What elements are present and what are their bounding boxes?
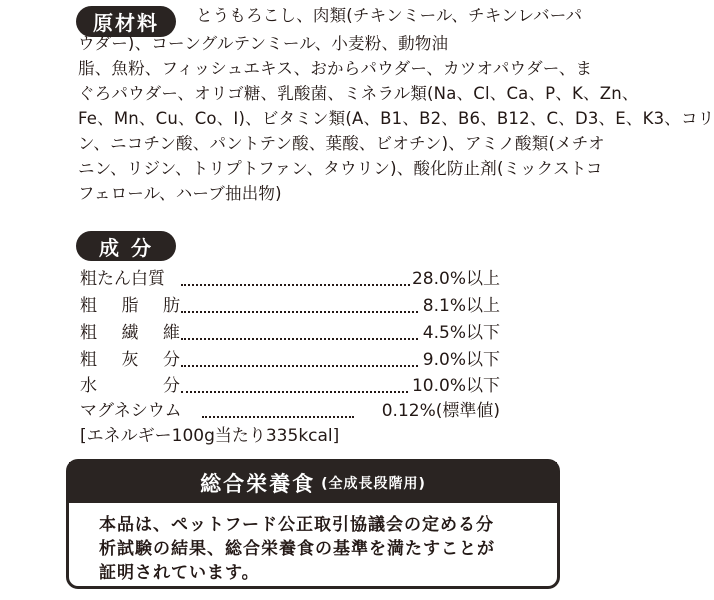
energy-note: [エネルギー100g当たり335kcal] [80, 426, 340, 446]
composition-row-fiber [80, 321, 500, 345]
composition-row-moisture [80, 374, 500, 398]
ingredients-text-line: ニン、リジン、トリプトファン、タウリン)、酸化防止剤(ミックストコ [78, 159, 603, 178]
composition-value: 0.12%(標準値) [381, 401, 500, 421]
nutrition-box-subtitle: (全成長段階用) [321, 475, 426, 492]
nutrition-box-text-line: 証明されています。 [99, 563, 260, 583]
leader-dots [181, 282, 410, 286]
leader-dots [181, 336, 418, 340]
ingredients-text-line: ン、ニコチン酸、パントテン酸、葉酸、ビオチン)、アミノ酸類(メチオ [78, 134, 605, 153]
nutrition-box-header [69, 462, 557, 503]
nutrition-box-text-line: 析試験の結果、総合栄養食の基準を満たすことが [99, 539, 495, 559]
composition-row-protein [80, 267, 500, 291]
nutrition-box-text-line: 本品は、ペットフード公正取引協議会の定める分 [99, 515, 494, 535]
ingredients-text-line: フェロール、ハーブ抽出物) [78, 184, 282, 203]
nutrition-statement-box [66, 459, 560, 589]
leader-dots [202, 414, 354, 418]
composition-label: 粗 脂 肪 [80, 296, 180, 316]
composition-row-magnesium [80, 399, 500, 423]
composition-value: 9.0%以下 [422, 350, 500, 370]
composition-label: 粗たん白質 [80, 269, 165, 289]
composition-row-fat [80, 294, 500, 318]
composition-heading: 成分 [76, 231, 176, 261]
composition-label: マグネシウム [80, 401, 182, 421]
composition-value: 4.5%以下 [422, 323, 500, 343]
ingredients-text-line: ぐろパウダー、オリゴ糖、乳酸菌、ミネラル類(Na、Cl、Ca、P、K、Zn、 [78, 84, 639, 103]
composition-label: 粗 繊 維 [80, 323, 180, 343]
ingredients-text-line: とうもろこし、肉類(チキンミール、チキンレバーパ [196, 6, 583, 25]
ingredients-text-line: ウダー)、コーングルテンミール、小麦粉、動物油 [78, 34, 449, 53]
leader-dots [181, 389, 408, 393]
leader-dots [181, 309, 418, 313]
composition-row-ash [80, 348, 500, 372]
leader-dots [181, 363, 418, 367]
ingredients-text-line: Fe、Mn、Cu、Co、I)、ビタミン類(A、B1、B2、B6、B12、C、D3、E、K3、コリ [78, 109, 714, 128]
composition-value: 28.0%以上 [411, 269, 500, 289]
composition-label: 粗 灰 分 [80, 350, 180, 370]
composition-value: 8.1%以上 [422, 296, 500, 316]
nutrition-box-title: 総合栄養食 [200, 471, 316, 496]
composition-value: 10.0%以下 [411, 376, 500, 396]
ingredients-heading: 原材料 [76, 6, 176, 37]
ingredients-text-line: 脂、魚粉、フィッシュエキス、おからパウダー、カツオパウダー、ま [78, 59, 593, 78]
composition-label: 水 分 [80, 376, 180, 396]
